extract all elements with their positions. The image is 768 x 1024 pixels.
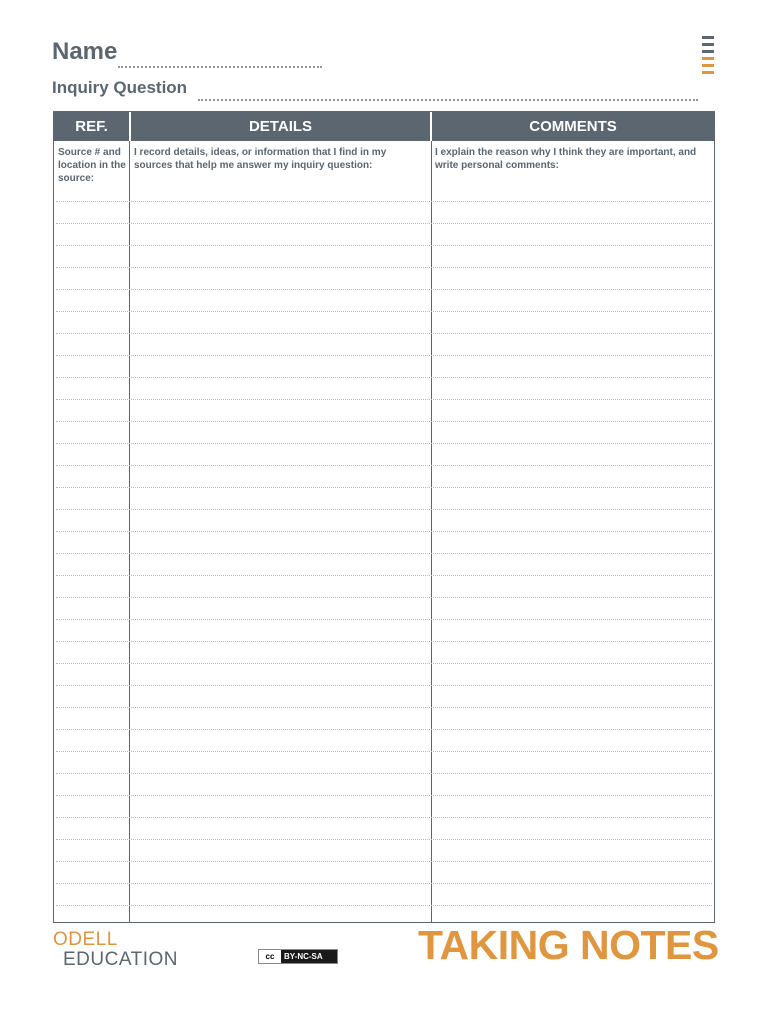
writing-line[interactable] — [56, 751, 712, 752]
inquiry-question-field[interactable] — [198, 99, 698, 101]
writing-line[interactable] — [56, 663, 712, 664]
column-header-details: DETAILS — [248, 118, 313, 135]
writing-line[interactable] — [56, 839, 712, 840]
name-field[interactable] — [118, 66, 322, 68]
column-header-comments: COMMENTS — [529, 118, 617, 135]
writing-line[interactable] — [56, 707, 712, 708]
writing-line[interactable] — [56, 795, 712, 796]
writing-line[interactable] — [56, 289, 712, 290]
writing-line[interactable] — [56, 399, 712, 400]
header-divider — [430, 112, 432, 141]
writing-line[interactable] — [56, 311, 712, 312]
writing-line[interactable] — [56, 817, 712, 818]
writing-line[interactable] — [56, 685, 712, 686]
odell-education-logo — [53, 930, 178, 970]
writing-line[interactable] — [56, 245, 712, 246]
details-prompt: I record details, ideas, or information that I find in my sources that help me answer my inquiry question: — [134, 147, 387, 171]
name-label: Name — [52, 38, 118, 65]
writing-line[interactable] — [56, 641, 712, 642]
ref-prompt: Source # and location in the source: — [58, 147, 126, 184]
writing-line[interactable] — [56, 355, 712, 356]
writing-line[interactable] — [56, 421, 712, 422]
table-header — [54, 112, 714, 141]
logo-top: ODELL — [53, 929, 118, 950]
writing-line[interactable] — [56, 509, 712, 510]
page-title: TAKING NOTES — [418, 922, 719, 968]
column-header-ref: REF. — [75, 118, 108, 135]
corner-bars-icon — [702, 36, 714, 78]
header-divider — [129, 112, 131, 141]
writing-line[interactable] — [56, 267, 712, 268]
writing-line[interactable] — [56, 773, 712, 774]
cc-icon: cc — [259, 950, 281, 963]
writing-line[interactable] — [56, 223, 712, 224]
writing-line[interactable] — [56, 487, 712, 488]
writing-line[interactable] — [56, 729, 712, 730]
notes-table — [53, 111, 715, 923]
inquiry-question-label: Inquiry Question — [52, 78, 188, 97]
writing-line[interactable] — [56, 619, 712, 620]
writing-line[interactable] — [56, 597, 712, 598]
writing-line[interactable] — [56, 333, 712, 334]
writing-line[interactable] — [56, 861, 712, 862]
license-text: BY-NC-SA — [284, 952, 323, 961]
writing-line[interactable] — [56, 905, 712, 906]
column-divider — [431, 112, 432, 922]
cc-license-badge — [258, 949, 338, 964]
logo-bottom: EDUCATION — [63, 949, 178, 970]
writing-line[interactable] — [56, 531, 712, 532]
comments-prompt: I explain the reason why I think they are important, and write personal comments: — [435, 147, 697, 171]
writing-line[interactable] — [56, 377, 712, 378]
writing-line[interactable] — [56, 443, 712, 444]
writing-line[interactable] — [56, 201, 712, 202]
writing-line[interactable] — [56, 575, 712, 576]
writing-line[interactable] — [56, 553, 712, 554]
writing-line[interactable] — [56, 883, 712, 884]
writing-line[interactable] — [56, 465, 712, 466]
column-divider — [129, 112, 130, 922]
